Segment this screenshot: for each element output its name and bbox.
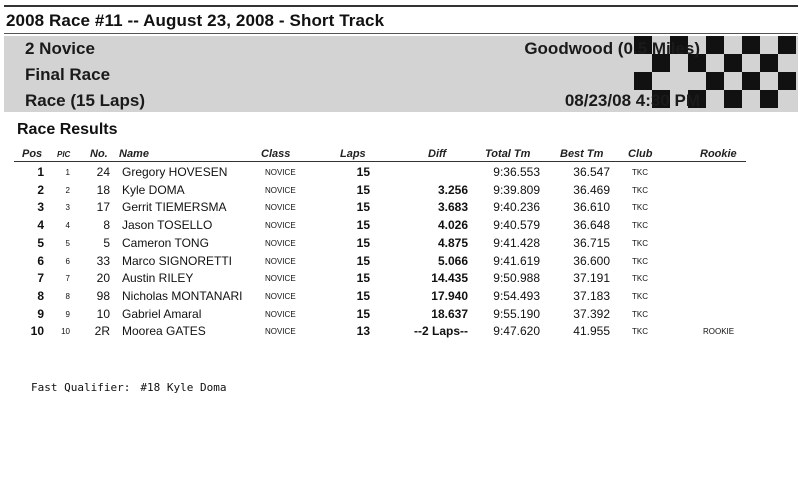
cell-pic: 8 <box>65 291 70 301</box>
cell-laps: 15 <box>356 306 370 321</box>
cell-diff: 17.940 <box>431 288 468 303</box>
cell-diff: 3.683 <box>437 200 468 215</box>
race-datetime: 08/23/08 4:30 PM <box>564 91 700 110</box>
col-header-rookie: Rookie <box>700 148 737 160</box>
cell-diff: 14.435 <box>431 271 468 286</box>
col-header-diff: Diff <box>428 148 447 160</box>
cell-no: 2R <box>94 324 110 339</box>
table-row <box>0 182 800 199</box>
cell-best: 36.547 <box>573 165 610 179</box>
cell-club: TKC <box>632 221 648 231</box>
cell-laps: 15 <box>356 271 370 286</box>
cell-laps: 15 <box>356 165 370 179</box>
cell-no: 33 <box>96 253 110 268</box>
section-title: Race Results <box>17 121 118 138</box>
table-row <box>0 199 800 216</box>
page-title: 2008 Race #11 -- August 23, 2008 - Short Track <box>6 11 385 30</box>
cell-no: 24 <box>96 165 110 179</box>
cell-total: 9:55.190 <box>493 306 540 321</box>
cell-best: 41.955 <box>573 324 610 339</box>
cell-total: 9:40.236 <box>493 200 540 215</box>
cell-name: Marco SIGNORETTI <box>122 253 233 268</box>
cell-diff: 4.026 <box>437 218 468 233</box>
header-rule <box>14 161 746 162</box>
cell-pic: 2 <box>65 185 70 195</box>
col-header-club: Club <box>628 148 653 160</box>
cell-name: Gregory HOVESEN <box>122 165 228 179</box>
cell-pic: 9 <box>65 309 70 319</box>
table-row <box>0 323 800 340</box>
cell-best: 37.191 <box>573 271 610 286</box>
cell-best: 36.600 <box>573 253 610 268</box>
cell-class: NOVICE <box>265 327 296 337</box>
cell-total: 9:41.428 <box>493 235 540 250</box>
cell-club: TKC <box>632 168 648 177</box>
table-row <box>0 217 800 234</box>
col-header-pos: Pos <box>22 148 43 160</box>
cell-class: NOVICE <box>265 291 296 301</box>
cell-total: 9:50.988 <box>493 271 540 286</box>
cell-pos: 1 <box>37 165 44 179</box>
cell-no: 8 <box>103 218 110 233</box>
cell-club: TKC <box>632 203 648 213</box>
cell-class: NOVICE <box>265 221 296 231</box>
cell-best: 37.183 <box>573 288 610 303</box>
race-header-box <box>4 36 798 112</box>
race-type: Final Race <box>25 65 111 84</box>
cell-class: NOVICE <box>265 309 296 319</box>
cell-pos: 5 <box>37 235 44 250</box>
cell-club: TKC <box>632 291 648 301</box>
cell-club: TKC <box>632 256 648 266</box>
fast-qualifier-label: Fast Qualifier: <box>31 381 131 394</box>
cell-pic: 4 <box>65 221 70 231</box>
cell-laps: 15 <box>356 253 370 268</box>
cell-diff: --2 Laps-- <box>414 324 468 339</box>
cell-name: Gabriel Amaral <box>122 306 202 321</box>
col-header-laps: Laps <box>340 148 366 160</box>
cell-class: NOVICE <box>265 274 296 284</box>
cell-best: 36.648 <box>573 218 610 233</box>
cell-laps: 15 <box>356 200 370 215</box>
cell-laps: 15 <box>356 288 370 303</box>
cell-diff: 4.875 <box>437 235 468 250</box>
table-row <box>0 235 800 252</box>
fast-qualifier-value: #18 Kyle Doma <box>140 381 227 394</box>
cell-pos: 3 <box>37 200 44 215</box>
cell-no: 98 <box>96 288 110 303</box>
cell-name: Nicholas MONTANARI <box>122 288 243 303</box>
cell-name: Moorea GATES <box>122 324 206 339</box>
cell-pic: 3 <box>65 203 70 213</box>
title-rule <box>4 33 798 34</box>
cell-laps: 15 <box>356 235 370 250</box>
col-header-total-time: Total Tm <box>485 148 531 160</box>
top-rule <box>4 5 798 7</box>
col-header-best-time: Best Tm <box>560 148 604 160</box>
cell-laps: 13 <box>356 324 370 339</box>
cell-class: NOVICE <box>265 256 296 266</box>
cell-no: 5 <box>103 235 110 250</box>
cell-total: 9:47.620 <box>493 324 540 339</box>
col-header-class: Class <box>261 148 291 160</box>
cell-total: 9:39.809 <box>493 182 540 197</box>
cell-no: 18 <box>96 182 110 197</box>
cell-best: 36.469 <box>573 182 610 197</box>
cell-club: TKC <box>632 327 648 337</box>
cell-name: Jason TOSELLO <box>122 218 213 233</box>
cell-pic: 10 <box>61 327 70 337</box>
cell-total: 9:41.619 <box>493 253 540 268</box>
cell-pic: 7 <box>65 274 70 284</box>
cell-name: Gerrit TIEMERSMA <box>122 200 227 215</box>
cell-name: Kyle DOMA <box>122 182 185 197</box>
class-name: 2 Novice <box>25 39 95 58</box>
table-row <box>0 270 800 287</box>
cell-rookie: ROOKIE <box>703 327 735 337</box>
cell-laps: 15 <box>356 182 370 197</box>
cell-diff: 5.066 <box>437 253 468 268</box>
cell-total: 9:36.553 <box>493 165 540 179</box>
col-header-name: Name <box>119 148 149 160</box>
cell-pos: 2 <box>37 182 44 197</box>
col-header-pic: PIC <box>57 150 71 159</box>
table-row <box>0 253 800 270</box>
cell-total: 9:40.579 <box>493 218 540 233</box>
race-laps: Race (15 Laps) <box>25 91 145 110</box>
cell-no: 17 <box>96 200 110 215</box>
cell-pos: 6 <box>37 253 44 268</box>
cell-best: 36.610 <box>573 200 610 215</box>
cell-club: TKC <box>632 185 648 195</box>
table-row <box>0 306 800 323</box>
fast-qualifier <box>31 381 226 394</box>
cell-pic: 5 <box>65 238 70 248</box>
table-row <box>0 288 800 305</box>
cell-diff: 18.637 <box>431 306 468 321</box>
cell-laps: 15 <box>356 218 370 233</box>
track-name: Goodwood (0.5 Miles) <box>524 39 700 58</box>
table-row <box>0 164 800 181</box>
cell-club: TKC <box>632 238 648 248</box>
cell-club: TKC <box>632 309 648 319</box>
cell-pos: 8 <box>37 288 44 303</box>
cell-pos: 7 <box>37 271 44 286</box>
cell-best: 37.392 <box>573 306 610 321</box>
cell-class: NOVICE <box>265 185 296 195</box>
cell-name: Cameron TONG <box>122 235 209 250</box>
cell-total: 9:54.493 <box>493 288 540 303</box>
cell-class: NOVICE <box>265 238 296 248</box>
cell-club: TKC <box>632 274 648 284</box>
cell-pic: 6 <box>65 256 70 266</box>
cell-pic: 1 <box>65 168 70 177</box>
cell-pos: 9 <box>37 306 44 321</box>
cell-best: 36.715 <box>573 235 610 250</box>
cell-class: NOVICE <box>265 168 296 177</box>
cell-pos: 4 <box>37 218 44 233</box>
cell-name: Austin RILEY <box>122 271 194 286</box>
cell-diff: 3.256 <box>437 182 468 197</box>
cell-no: 20 <box>96 271 110 286</box>
cell-pos: 10 <box>30 324 44 339</box>
cell-class: NOVICE <box>265 203 296 213</box>
col-header-no: No. <box>90 148 108 160</box>
cell-no: 10 <box>96 306 110 321</box>
